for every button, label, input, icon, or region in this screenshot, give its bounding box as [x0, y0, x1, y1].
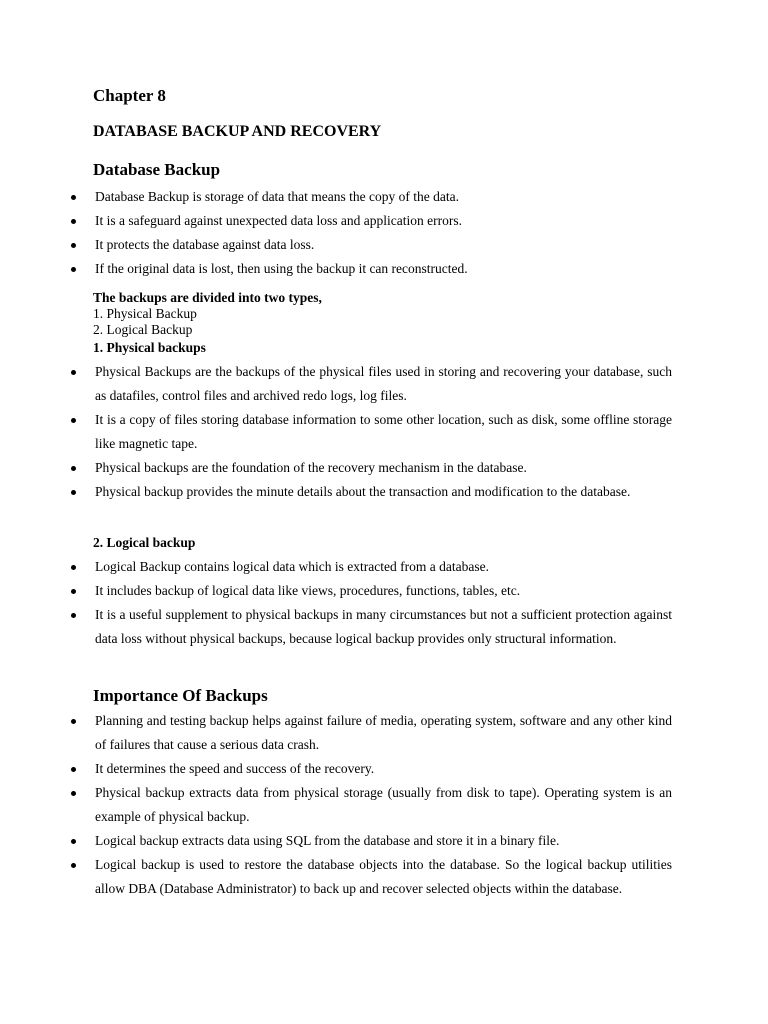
physical-backup-list	[0, 360, 768, 504]
types-item-logical: 2. Logical Backup	[93, 322, 193, 337]
physical-backups-heading: 1. Physical backups	[93, 340, 206, 355]
bullet-icon	[71, 767, 76, 772]
list-item: It includes backup of logical data like views, procedures, functions, tables, etc.	[0, 579, 672, 603]
database-backup-list	[0, 185, 768, 281]
bullet-icon	[71, 719, 76, 724]
bullet-icon	[71, 195, 76, 200]
bullet-icon	[71, 418, 76, 423]
list-item: Logical backup extracts data using SQL from the database and store it in a binary file.	[0, 829, 672, 853]
list-item: Logical backup is used to restore the database objects into the database. So the logical backup utilities allow DBA (Database Administrator) to back up and recover selected objects within the database.	[0, 853, 672, 901]
list-item: Database Backup is storage of data that means the copy of the data.	[0, 185, 672, 209]
logical-backup-heading: 2. Logical backup	[93, 535, 196, 550]
section-heading-importance: Importance Of Backups	[93, 686, 268, 705]
bullet-icon	[71, 466, 76, 471]
list-item: It is a copy of files storing database information to some other location, such as disk, some offline storage like magnetic tape.	[0, 408, 672, 456]
list-item: It is a safeguard against unexpected data loss and application errors.	[0, 209, 672, 233]
list-item: It protects the database against data loss.	[0, 233, 672, 257]
list-item: It is a useful supplement to physical backups in many circumstances but not a sufficient protection against data loss without physical backups, because logical backup provides only structural information.	[0, 603, 672, 651]
bullet-icon	[71, 613, 76, 618]
bullet-icon	[71, 863, 76, 868]
bullet-icon	[71, 370, 76, 375]
list-item: Physical Backups are the backups of the physical files used in storing and recovering your database, such as datafiles, control files and archived redo logs, log files.	[0, 360, 672, 408]
bullet-icon	[71, 565, 76, 570]
section-heading-database-backup: Database Backup	[93, 160, 221, 179]
chapter-label: Chapter 8	[93, 86, 166, 105]
bullet-icon	[71, 267, 76, 272]
importance-list	[0, 709, 768, 901]
list-item: Physical backup provides the minute details about the transaction and modification to the database.	[0, 480, 672, 504]
list-item: Physical backup extracts data from physical storage (usually from disk to tape). Operating system is an example of physical backup.	[0, 781, 672, 829]
logical-backup-list	[0, 555, 768, 651]
bullet-icon	[71, 243, 76, 248]
list-item: Planning and testing backup helps against failure of media, operating system, software and any other kind of failures that cause a serious data crash.	[0, 709, 672, 757]
chapter-title: DATABASE BACKUP AND RECOVERY	[93, 123, 382, 140]
types-item-physical: 1. Physical Backup	[93, 306, 197, 321]
bullet-icon	[71, 791, 76, 796]
bullet-icon	[71, 490, 76, 495]
list-item: If the original data is lost, then using the backup it can reconstructed.	[0, 257, 672, 281]
list-item: It determines the speed and success of the recovery.	[0, 757, 672, 781]
list-item: Logical Backup contains logical data which is extracted from a database.	[0, 555, 672, 579]
types-intro: The backups are divided into two types,	[93, 290, 322, 305]
bullet-icon	[71, 219, 76, 224]
list-item: Physical backups are the foundation of the recovery mechanism in the database.	[0, 456, 672, 480]
bullet-icon	[71, 589, 76, 594]
bullet-icon	[71, 839, 76, 844]
